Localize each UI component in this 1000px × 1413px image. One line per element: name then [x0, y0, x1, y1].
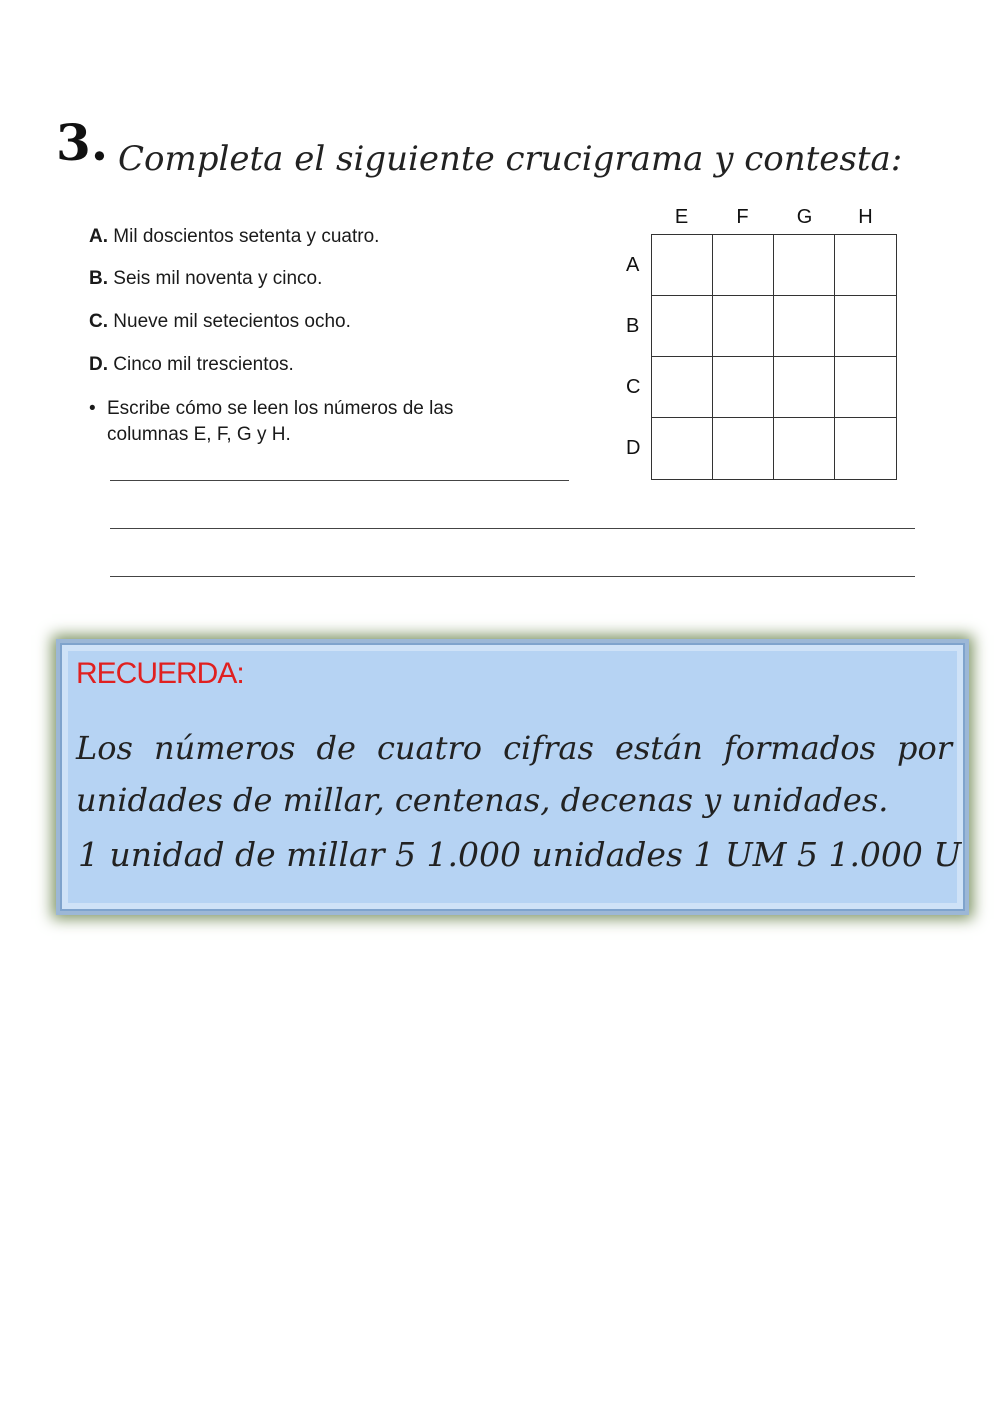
bullet-icon: •: [89, 398, 96, 419]
clue-d-text: Cinco mil trescientos.: [108, 354, 294, 375]
crossword-cell[interactable]: [713, 235, 774, 296]
clue-c: [89, 312, 351, 331]
clue-c-text: Nueve mil setecientos ocho.: [108, 311, 351, 332]
crossword-cell[interactable]: [835, 296, 896, 357]
recuerda-title: RECUERDA:: [76, 657, 244, 690]
crossword-cell[interactable]: [652, 296, 713, 357]
recuerda-rule: 1 unidad de millar 5 1.000 unidades 1 UM 5 1.000 U: [78, 835, 962, 874]
row-label-a: A: [626, 254, 640, 276]
column-label-e: E: [674, 206, 689, 228]
instruction-bullet: [89, 396, 509, 448]
clue-a-letter: A.: [89, 226, 108, 247]
row-label-d: D: [626, 437, 641, 459]
clue-a: [89, 227, 379, 246]
crossword-cell[interactable]: [835, 418, 896, 479]
crossword-cell[interactable]: [713, 418, 774, 479]
row-label-b: B: [626, 315, 640, 337]
crossword-cell[interactable]: [652, 235, 713, 296]
clue-d: [89, 355, 294, 374]
crossword-cell[interactable]: [652, 357, 713, 418]
crossword-cell[interactable]: [774, 296, 835, 357]
instruction-text: Escribe cómo se leen los números de las columnas E, F, G y H.: [107, 398, 454, 445]
clue-b-text: Seis mil noventa y cinco.: [108, 268, 323, 289]
crossword-grid: [651, 234, 897, 480]
clue-a-text: Mil doscientos setenta y cuatro.: [108, 226, 380, 247]
clue-c-letter: C.: [89, 311, 108, 332]
crossword-cell[interactable]: [713, 357, 774, 418]
crossword-cell[interactable]: [835, 235, 896, 296]
column-label-g: G: [796, 206, 813, 228]
clue-b: [89, 269, 322, 288]
answer-line[interactable]: [110, 480, 569, 481]
exercise-title: Completa el siguiente crucigrama y contesta:: [118, 139, 903, 179]
crossword-cell[interactable]: [652, 418, 713, 479]
clue-b-letter: B.: [89, 268, 108, 289]
column-label-h: H: [858, 206, 873, 228]
crossword-cell[interactable]: [774, 357, 835, 418]
answer-line[interactable]: [110, 576, 915, 577]
crossword-cell[interactable]: [835, 357, 896, 418]
clue-d-letter: D.: [89, 354, 108, 375]
row-label-c: C: [626, 376, 641, 398]
crossword-cell[interactable]: [774, 418, 835, 479]
answer-line[interactable]: [110, 528, 915, 529]
crossword-cell[interactable]: [713, 296, 774, 357]
crossword-cell[interactable]: [774, 235, 835, 296]
recuerda-body: Los números de cuatro cifras están formados por unidades de millar, centenas, decenas y unidades.: [76, 729, 952, 819]
column-label-f: F: [736, 206, 749, 228]
exercise-number: 3.: [56, 113, 109, 172]
